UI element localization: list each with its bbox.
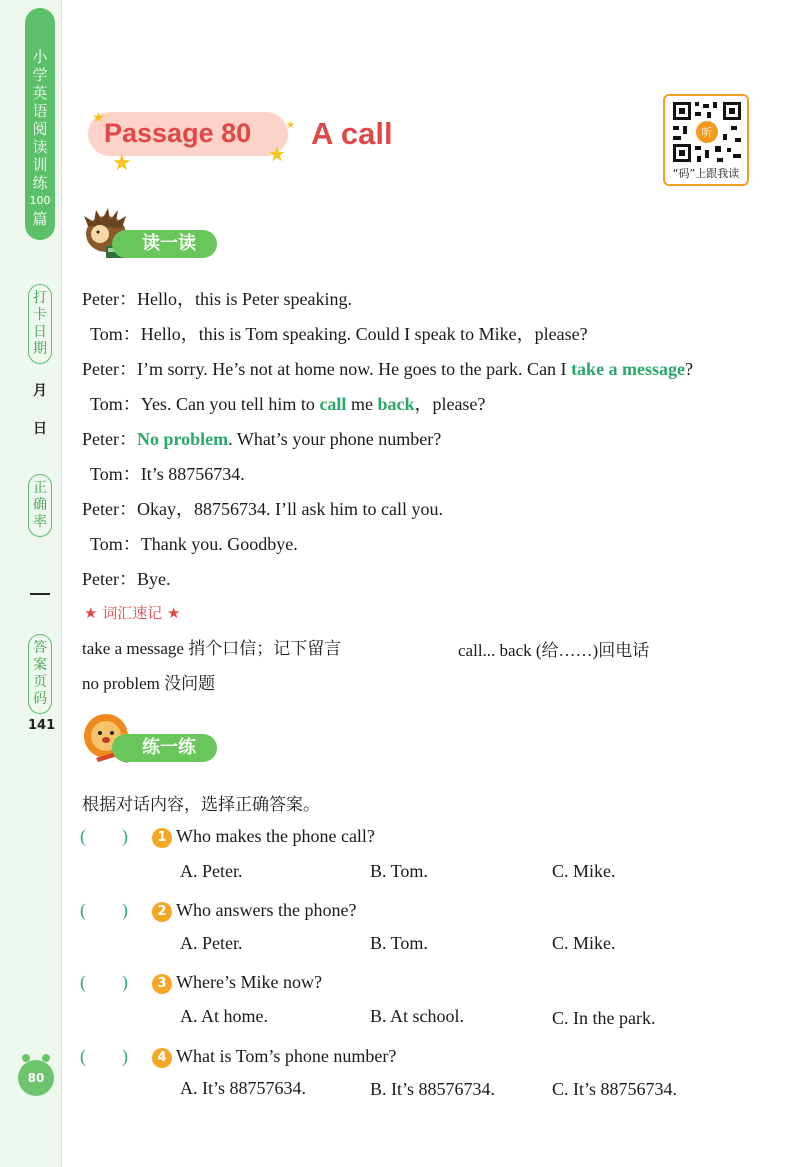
- question-number: 3: [152, 974, 172, 994]
- practice-section-label: 练一练: [112, 734, 217, 762]
- option-a: A. It’s 88757634.: [180, 1078, 306, 1098]
- accuracy-label: 正 确 率: [28, 474, 52, 537]
- question-number: 1: [152, 828, 172, 848]
- highlight-phrase: call: [319, 394, 347, 414]
- option-b: B. Tom.: [370, 933, 428, 953]
- dialog-line: Peter：Bye.: [82, 569, 171, 589]
- option-b: B. At school.: [370, 1006, 465, 1026]
- accuracy-blank: [30, 593, 50, 595]
- page-number: 80: [18, 1060, 54, 1096]
- dialog-line: Peter：Hello，this is Peter speaking.: [82, 289, 352, 309]
- option-c: C. In the park.: [552, 1008, 656, 1028]
- question: [80, 896, 356, 922]
- question-number: 2: [152, 902, 172, 922]
- question: [80, 968, 322, 994]
- read-section-label: 读一读: [112, 230, 217, 258]
- dialog-line: Tom：Thank you. Goodbye.: [90, 534, 298, 554]
- option-a: A. At home.: [180, 1006, 268, 1026]
- question-text: Who makes the phone call?: [176, 826, 375, 846]
- qr-code-card[interactable]: [663, 94, 749, 186]
- option-c: C. Mike.: [552, 933, 616, 953]
- answer-page-number: 141: [28, 718, 56, 733]
- read-section-header: [82, 226, 242, 262]
- page-title: A call: [311, 116, 393, 151]
- dialog-line: Tom：It’s 88756734.: [90, 464, 245, 484]
- option-c: C. It’s 88756734.: [552, 1079, 678, 1099]
- star-icon: ★: [92, 111, 105, 126]
- answer-blank[interactable]: ( ): [80, 826, 128, 846]
- highlight-phrase: back: [377, 394, 415, 414]
- star-icon: ★: [112, 150, 132, 175]
- highlight-phrase: take a message: [571, 359, 686, 379]
- question-text: Where’s Mike now?: [176, 972, 322, 992]
- dialog-line: Peter：Okay，88756734. I’ll ask him to call you.: [82, 499, 443, 519]
- vocab-title: ★ 词汇速记 ★: [84, 604, 181, 622]
- option-b: B. Tom.: [370, 861, 428, 881]
- vocab-item: take a message 捎个口信；记下留言: [82, 639, 342, 658]
- option-c: C. Mike.: [552, 861, 616, 881]
- vocab-item: call... back (给……)回电话: [458, 641, 650, 660]
- option-a: A. Peter.: [180, 933, 243, 953]
- answer-blank[interactable]: ( ): [80, 900, 128, 920]
- star-icon: ★: [286, 120, 295, 131]
- svg-text:听: 听: [701, 126, 713, 139]
- dialog-line: Peter：I’m sorry. He’s not at home now. He goes to the park. Can I take a message?: [82, 359, 694, 379]
- question-text: What is Tom’s phone number?: [176, 1046, 397, 1066]
- question-text: Who answers the phone?: [176, 900, 357, 920]
- answer-blank[interactable]: ( ): [80, 1046, 128, 1066]
- dialog-line: Tom：Yes. Can you tell him to call me back，please?: [90, 394, 486, 414]
- question-number: 4: [152, 1048, 172, 1068]
- book-title-tab: 小 学 英 语 阅 读 训 练 100 篇: [25, 8, 55, 240]
- qr-label: “码”上跟我读: [672, 167, 740, 180]
- highlight-phrase: No problem: [136, 429, 229, 449]
- question: [80, 822, 375, 848]
- dialog-line: Tom：Hello，this is Tom speaking. Could I speak to Mike，please?: [90, 324, 588, 344]
- option-b: B. It’s 88576734.: [370, 1079, 496, 1099]
- dialog-line: Peter：No problem. What’s your phone number?: [82, 429, 442, 449]
- practice-section-header: [82, 730, 242, 766]
- option-a: A. Peter.: [180, 861, 243, 881]
- sidebar: [0, 0, 62, 1167]
- passage-number: Passage 80: [104, 118, 252, 148]
- qr-code-icon: [671, 100, 743, 164]
- vocab-item: no problem 没问题: [82, 674, 216, 693]
- month-label: 月: [33, 383, 47, 399]
- answer-blank[interactable]: ( ): [80, 972, 128, 992]
- star-icon: ★: [268, 144, 286, 166]
- answer-page-label: 答 案 页 码: [28, 634, 52, 714]
- question: [80, 1042, 396, 1068]
- checkin-date-label: 打 卡 日 期: [28, 284, 52, 364]
- instruction: 根据对话内容，选择正确答案。: [82, 795, 320, 815]
- day-label: 日: [33, 421, 47, 437]
